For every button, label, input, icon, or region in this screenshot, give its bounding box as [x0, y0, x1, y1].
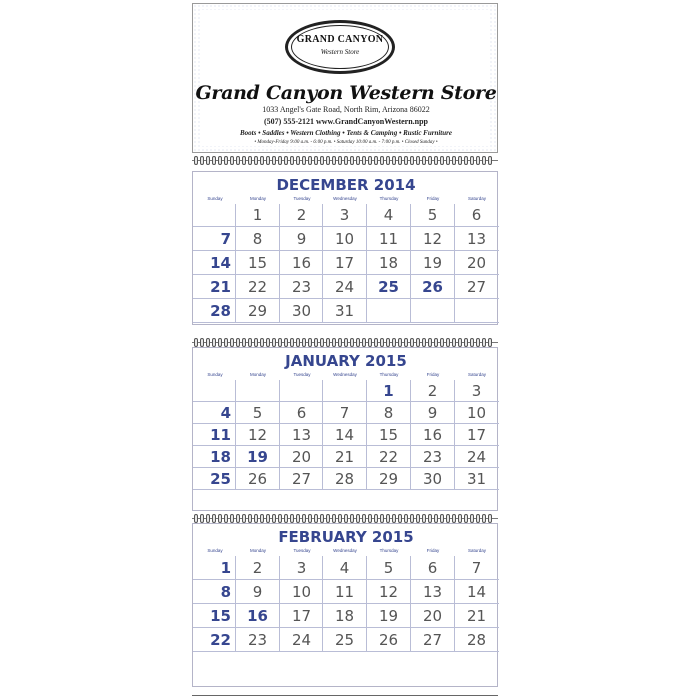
day-number: 11 — [334, 582, 355, 601]
day-number: 17 — [466, 425, 487, 444]
day-number: 6 — [296, 403, 307, 422]
day-number: 22 — [378, 447, 399, 466]
day-cell — [367, 275, 411, 299]
day-number: 15 — [210, 606, 231, 625]
day-cell — [323, 468, 367, 490]
day-number: 4 — [220, 403, 231, 422]
day-number: 4 — [383, 206, 394, 224]
day-number: 29 — [378, 469, 399, 488]
logo-subtitle: Western Store — [320, 48, 360, 56]
day-cell — [236, 556, 280, 580]
day-number: 26 — [422, 277, 443, 296]
month-title: JANUARY 2015 — [285, 352, 407, 370]
day-cell — [411, 580, 455, 604]
empty-day-cell — [193, 380, 236, 402]
day-cell — [411, 402, 455, 424]
day-number: 29 — [247, 301, 268, 320]
day-number: 21 — [210, 277, 231, 296]
day-number: 17 — [334, 253, 355, 272]
weekday-header-row — [193, 372, 499, 380]
day-cell — [193, 580, 236, 604]
day-cell — [193, 402, 236, 424]
empty-day-cell — [280, 380, 323, 402]
day-number: 26 — [247, 469, 268, 488]
day-cell — [323, 604, 367, 628]
day-cell — [411, 380, 455, 402]
day-cell — [367, 380, 411, 402]
day-cell — [323, 446, 367, 468]
empty-day-cell — [411, 299, 455, 323]
weekday-label: Tuesday — [293, 548, 311, 553]
day-cell — [193, 468, 236, 490]
day-number: 17 — [291, 606, 312, 625]
weekday-label: Wednesday — [333, 196, 357, 201]
day-cell — [411, 556, 455, 580]
day-number: 4 — [339, 558, 350, 577]
day-number: 27 — [466, 277, 487, 296]
day-number: 2 — [427, 381, 438, 400]
day-cell — [455, 251, 499, 275]
day-cell — [193, 424, 236, 446]
day-cell — [236, 446, 280, 468]
weekday-label: Friday — [426, 548, 440, 553]
day-cell — [411, 604, 455, 628]
day-number: 24 — [291, 630, 312, 649]
day-cell — [280, 628, 323, 652]
day-number: 5 — [383, 558, 394, 577]
day-cell — [280, 556, 323, 580]
month-title: DECEMBER 2014 — [276, 176, 416, 194]
day-cell — [367, 628, 411, 652]
day-number: 12 — [422, 229, 443, 248]
day-cell — [455, 468, 499, 490]
empty-day-cell — [323, 380, 367, 402]
weekday-label: Sunday — [207, 548, 223, 553]
day-cell — [367, 204, 411, 227]
day-cell — [193, 251, 236, 275]
day-cell — [193, 227, 236, 251]
day-number: 2 — [296, 206, 307, 224]
weekday-label: Monday — [249, 196, 266, 201]
day-cell — [193, 275, 236, 299]
day-number: 19 — [378, 606, 399, 625]
day-cell — [280, 468, 323, 490]
day-cell — [280, 275, 323, 299]
day-cell — [411, 204, 455, 227]
weekday-label: Thursday — [379, 196, 399, 201]
day-number: 7 — [220, 229, 231, 248]
day-cell — [455, 227, 499, 251]
empty-day-cell — [193, 204, 236, 227]
day-cell — [236, 402, 280, 424]
day-cell — [455, 204, 499, 227]
spiral-binding — [192, 156, 498, 166]
day-number: 10 — [334, 229, 355, 248]
day-cell — [367, 556, 411, 580]
day-number: 23 — [422, 447, 443, 466]
day-number: 14 — [466, 582, 487, 601]
day-number: 25 — [210, 469, 231, 488]
day-number: 9 — [252, 582, 263, 601]
day-cell — [236, 580, 280, 604]
day-number: 16 — [291, 253, 312, 272]
day-number: 23 — [291, 277, 312, 296]
weekday-label: Saturday — [467, 372, 486, 377]
day-number: 26 — [378, 630, 399, 649]
store-address: 1033 Angel's Gate Road, North Rim, Arizona 86022 — [262, 105, 430, 114]
day-number: 6 — [427, 558, 438, 577]
day-cell — [367, 446, 411, 468]
day-cell — [411, 468, 455, 490]
day-cell — [455, 402, 499, 424]
day-cell — [367, 251, 411, 275]
day-cell — [411, 628, 455, 652]
day-number: 5 — [252, 403, 263, 422]
day-number: 5 — [427, 206, 438, 224]
day-cell — [193, 604, 236, 628]
day-number: 1 — [252, 206, 263, 224]
day-number: 8 — [220, 582, 231, 601]
day-number: 25 — [378, 277, 399, 296]
weekday-label: Thursday — [379, 548, 399, 553]
day-number: 10 — [466, 403, 487, 422]
day-number: 12 — [247, 425, 268, 444]
day-cell — [455, 424, 499, 446]
day-number: 16 — [422, 425, 443, 444]
day-cell — [236, 628, 280, 652]
day-cell — [323, 204, 367, 227]
day-number: 3 — [339, 206, 350, 224]
day-cell — [323, 251, 367, 275]
day-number: 10 — [291, 582, 312, 601]
day-cell — [367, 227, 411, 251]
day-cell — [455, 556, 499, 580]
store-name: Grand Canyon Western Store — [195, 82, 497, 104]
day-number: 12 — [378, 582, 399, 601]
day-cell — [280, 424, 323, 446]
weekday-label: Thursday — [379, 372, 399, 377]
day-number: 27 — [291, 469, 312, 488]
day-number: 13 — [291, 425, 312, 444]
day-number: 9 — [296, 229, 307, 248]
day-cell — [455, 446, 499, 468]
day-cell — [323, 299, 367, 323]
day-number: 14 — [210, 253, 231, 272]
day-cell — [236, 275, 280, 299]
day-number: 3 — [471, 381, 482, 400]
weekday-label: Monday — [249, 548, 266, 553]
day-number: 30 — [422, 469, 443, 488]
day-cell — [367, 402, 411, 424]
logo-title: GRAND CANYON — [296, 34, 384, 45]
empty-day-cell — [455, 299, 499, 323]
weekday-header-row — [193, 196, 499, 204]
month-title: FEBRUARY 2015 — [278, 528, 414, 546]
month-panel — [192, 171, 498, 325]
day-cell — [367, 424, 411, 446]
day-number: 21 — [334, 447, 355, 466]
day-cell — [455, 604, 499, 628]
day-number: 18 — [378, 253, 399, 272]
day-number: 6 — [471, 206, 482, 224]
day-cell — [236, 468, 280, 490]
day-number: 24 — [334, 277, 355, 296]
day-cell — [411, 251, 455, 275]
weekday-label: Tuesday — [293, 196, 311, 201]
weekday-label: Friday — [426, 372, 440, 377]
day-number: 18 — [334, 606, 355, 625]
day-number: 14 — [334, 425, 355, 444]
day-cell — [280, 227, 323, 251]
weekday-label: Monday — [249, 372, 266, 377]
day-number: 2 — [252, 558, 263, 577]
empty-day-cell — [367, 299, 411, 323]
day-number: 31 — [466, 469, 487, 488]
day-number: 20 — [466, 253, 487, 272]
day-number: 19 — [422, 253, 443, 272]
weekday-header-row — [193, 548, 499, 556]
day-cell — [411, 227, 455, 251]
day-cell — [236, 299, 280, 323]
day-cell — [455, 275, 499, 299]
day-cell — [280, 251, 323, 275]
day-number: 22 — [210, 630, 231, 649]
day-number: 19 — [247, 447, 268, 466]
day-cell — [280, 299, 323, 323]
day-cell — [367, 580, 411, 604]
day-cell — [455, 380, 499, 402]
day-cell — [323, 275, 367, 299]
store-hours: • Monday-Friday 9:00 a.m. - 6:00 p.m. • Saturday 10:00 a.m. - 7:00 p.m. • Closed Sunday • — [254, 140, 438, 145]
month-panel — [192, 347, 498, 511]
day-number: 16 — [247, 606, 268, 625]
day-cell — [236, 251, 280, 275]
day-number: 28 — [466, 630, 487, 649]
day-number: 1 — [220, 558, 231, 577]
day-number: 20 — [291, 447, 312, 466]
weekday-label: Wednesday — [333, 372, 357, 377]
day-number: 22 — [247, 277, 268, 296]
day-number: 28 — [334, 469, 355, 488]
day-cell — [323, 402, 367, 424]
day-number: 27 — [422, 630, 443, 649]
day-cell — [455, 580, 499, 604]
day-cell — [323, 424, 367, 446]
day-number: 7 — [471, 558, 482, 577]
day-cell — [367, 604, 411, 628]
day-number: 25 — [334, 630, 355, 649]
day-cell — [236, 604, 280, 628]
day-number: 3 — [296, 558, 307, 577]
advertiser-header — [192, 3, 498, 153]
weekday-label: Wednesday — [333, 548, 357, 553]
day-cell — [411, 446, 455, 468]
day-number: 7 — [339, 403, 350, 422]
day-cell — [411, 424, 455, 446]
day-number: 11 — [378, 229, 399, 248]
day-cell — [236, 424, 280, 446]
day-number: 11 — [210, 425, 231, 444]
day-cell — [193, 299, 236, 323]
weekday-label: Tuesday — [293, 372, 311, 377]
month-panel — [192, 523, 498, 687]
weekday-label: Saturday — [467, 196, 486, 201]
bottom-edge — [192, 695, 498, 696]
day-cell — [236, 227, 280, 251]
day-number: 30 — [291, 301, 312, 320]
day-number: 24 — [466, 447, 487, 466]
weekday-label: Sunday — [207, 372, 223, 377]
day-cell — [323, 227, 367, 251]
day-number: 8 — [252, 229, 263, 248]
day-cell — [193, 556, 236, 580]
day-number: 8 — [383, 403, 394, 422]
day-number: 15 — [378, 425, 399, 444]
day-number: 31 — [334, 301, 355, 320]
weekday-label: Saturday — [467, 548, 486, 553]
day-cell — [280, 446, 323, 468]
weekday-label: Sunday — [207, 196, 223, 201]
day-cell — [367, 468, 411, 490]
day-cell — [280, 604, 323, 628]
day-number: 9 — [427, 403, 438, 422]
empty-day-cell — [236, 380, 280, 402]
day-number: 13 — [466, 229, 487, 248]
day-number: 20 — [422, 606, 443, 625]
day-number: 15 — [247, 253, 268, 272]
day-cell — [193, 628, 236, 652]
day-number: 18 — [210, 447, 231, 466]
day-cell — [323, 628, 367, 652]
day-cell — [280, 204, 323, 227]
day-cell — [411, 275, 455, 299]
store-products: Boots • Saddles • Western Clothing • Tents & Camping • Rustic Furniture — [240, 129, 452, 137]
day-cell — [193, 446, 236, 468]
day-cell — [323, 580, 367, 604]
day-cell — [323, 556, 367, 580]
day-cell — [280, 580, 323, 604]
store-contact: (507) 555-2121 www.GrandCanyonWestern.npp — [263, 117, 428, 126]
weekday-label: Friday — [426, 196, 440, 201]
day-cell — [280, 402, 323, 424]
day-number: 23 — [247, 630, 268, 649]
day-number: 13 — [422, 582, 443, 601]
day-cell — [236, 204, 280, 227]
day-number: 21 — [466, 606, 487, 625]
day-number: 1 — [383, 381, 394, 400]
day-cell — [455, 628, 499, 652]
day-number: 28 — [210, 301, 231, 320]
store-logo — [285, 20, 395, 74]
